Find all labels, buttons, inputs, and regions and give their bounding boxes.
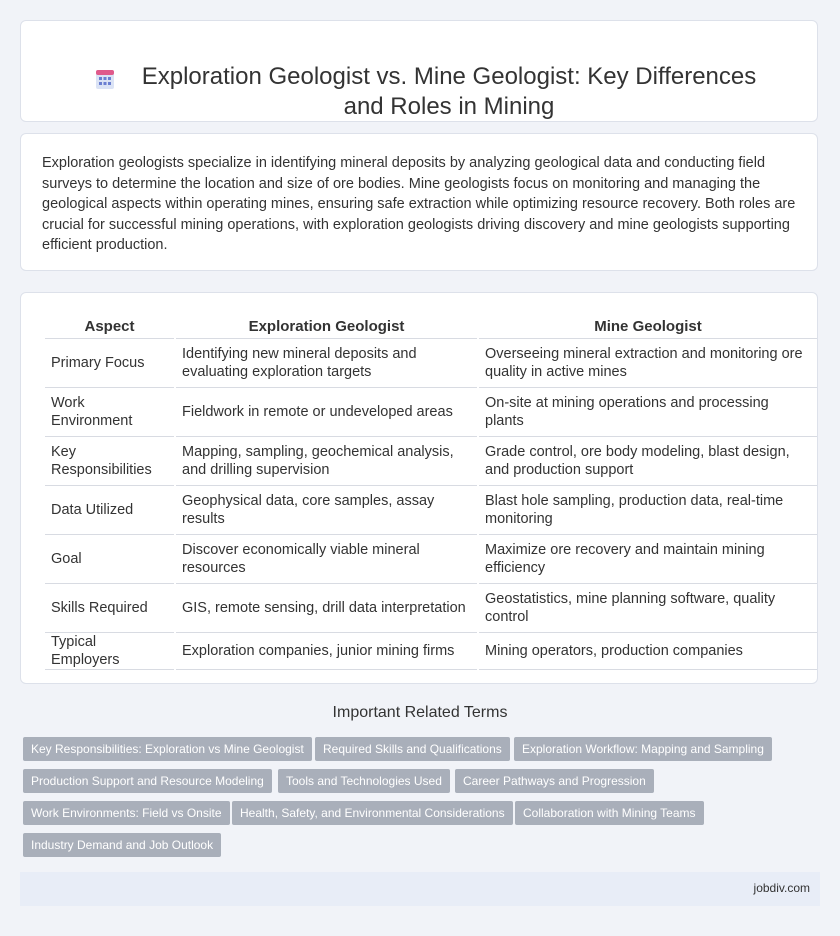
comparison-table-card: [20, 292, 818, 684]
related-tag[interactable]: Collaboration with Mining Teams: [515, 801, 704, 825]
table-row: [45, 437, 817, 486]
cell-aspect: Goal: [45, 535, 174, 584]
title-card: [20, 20, 818, 122]
cell-exploration: GIS, remote sensing, drill data interpretation: [176, 584, 477, 633]
related-tag[interactable]: Industry Demand and Job Outlook: [23, 833, 221, 857]
related-tag[interactable]: Tools and Technologies Used: [278, 769, 450, 793]
cell-exploration: Mapping, sampling, geochemical analysis, and drilling supervision: [176, 437, 477, 486]
cell-mine: Geostatistics, mine planning software, quality control: [479, 584, 817, 633]
table-row: [45, 388, 817, 437]
footer: [20, 872, 820, 906]
table-row: [45, 535, 817, 584]
cell-mine: Grade control, ore body modeling, blast design, and production support: [479, 437, 817, 486]
related-tag[interactable]: Work Environments: Field vs Onsite: [23, 801, 230, 825]
comparison-table: [43, 315, 819, 670]
header-mine-geologist: Mine Geologist: [479, 315, 817, 339]
cell-aspect: Typical Employers: [45, 633, 174, 670]
related-tag[interactable]: Exploration Workflow: Mapping and Sampling: [514, 737, 772, 761]
table-row: [45, 339, 817, 388]
cell-aspect: Skills Required: [45, 584, 174, 633]
related-tag[interactable]: Health, Safety, and Environmental Considerations: [232, 801, 513, 825]
cell-exploration: Identifying new mineral deposits and evaluating exploration targets: [176, 339, 477, 388]
cell-mine: Mining operators, production companies: [479, 633, 817, 670]
related-tag[interactable]: Required Skills and Qualifications: [315, 737, 510, 761]
cell-mine: On-site at mining operations and processing plants: [479, 388, 817, 437]
page-title: Exploration Geologist vs. Mine Geologist: Key Differences and Roles in Mining: [141, 63, 757, 120]
header-aspect: Aspect: [45, 315, 174, 339]
intro-paragraph: Exploration geologists specialize in identifying mineral deposits by analyzing geological data and conducting field surveys to determine the location and size of ore bodies. Mine geologists focus on monitoring and managing the geological aspects within operating mines, ensuring safe extraction while optimizing resource recovery. Both roles are crucial for successful mining operations, with exploration geologists driving discovery and mine geologists supporting efficient production.: [42, 155, 796, 253]
related-tag[interactable]: Production Support and Resource Modeling: [23, 769, 272, 793]
intro-card: [20, 133, 818, 271]
cell-aspect: Key Responsibilities: [45, 437, 174, 486]
cell-mine: Overseeing mineral extraction and monitoring ore quality in active mines: [479, 339, 817, 388]
related-terms-title: Important Related Terms: [332, 704, 508, 721]
table-header-row: [45, 315, 817, 339]
footer-site-link[interactable]: jobdiv.com: [753, 881, 810, 895]
cell-aspect: Primary Focus: [45, 339, 174, 388]
cell-exploration: Discover economically viable mineral resources: [176, 535, 477, 584]
related-tag[interactable]: Key Responsibilities: Exploration vs Mine Geologist: [23, 737, 312, 761]
cell-exploration: Geophysical data, core samples, assay results: [176, 486, 477, 535]
cell-mine: Blast hole sampling, production data, real-time monitoring: [479, 486, 817, 535]
cell-aspect: Work Environment: [45, 388, 174, 437]
cell-aspect: Data Utilized: [45, 486, 174, 535]
related-tag[interactable]: Career Pathways and Progression: [455, 769, 654, 793]
header-exploration-geologist: Exploration Geologist: [176, 315, 477, 339]
table-row: [45, 633, 817, 670]
building-icon: [93, 67, 117, 91]
table-row: [45, 486, 817, 535]
cell-exploration: Exploration companies, junior mining firms: [176, 633, 477, 670]
cell-exploration: Fieldwork in remote or undeveloped areas: [176, 388, 477, 437]
cell-mine: Maximize ore recovery and maintain mining efficiency: [479, 535, 817, 584]
table-row: [45, 584, 817, 633]
